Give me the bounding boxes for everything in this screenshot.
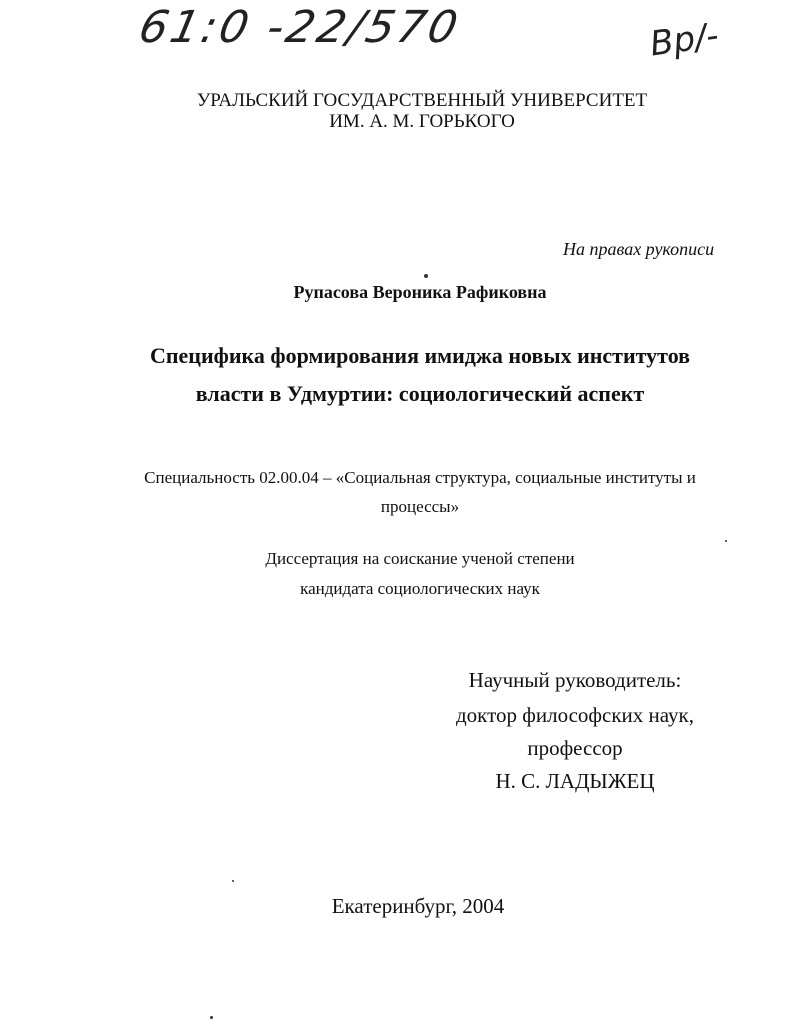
scan-speck — [232, 880, 234, 882]
degree-line1: Диссертация на соискание ученой степени — [265, 549, 575, 568]
supervisor-name: Н. С. ЛАДЫЖЕЦ — [495, 769, 655, 793]
rights-note: На правах рукописи — [563, 239, 715, 259]
supervisor-rank: профессор — [527, 736, 623, 760]
scan-speck — [210, 1016, 213, 1019]
specialty-line2: процессы» — [380, 497, 460, 516]
author-name: Рупасова Вероника Рафиковна — [293, 282, 547, 302]
supervisor-degree: доктор философских наук, — [456, 703, 694, 727]
dissertation-title-line2: власти в Удмуртии: социологический аспект — [195, 381, 645, 406]
scan-speck — [424, 274, 428, 278]
specialty-line1: Специальность 02.00.04 – «Социальная структура, социальные институты и — [144, 468, 696, 487]
handwritten-mark: Вр/- — [647, 15, 722, 65]
university-name-line1: УРАЛЬСКИЙ ГОСУДАРСТВЕННЫЙ УНИВЕРСИТЕТ — [196, 90, 648, 111]
city-year: Екатеринбург, 2004 — [331, 894, 505, 918]
supervisor-role: Научный руководитель: — [468, 668, 682, 692]
archive-number-handwritten: 61:0 -22/570 — [134, 2, 465, 53]
degree-line2: кандидата социологических наук — [300, 579, 540, 598]
dissertation-title-line1: Специфика формирования имиджа новых институтов — [149, 343, 691, 368]
university-name-line2: ИМ. А. М. ГОРЬКОГО — [329, 111, 515, 132]
scan-speck — [725, 540, 727, 542]
